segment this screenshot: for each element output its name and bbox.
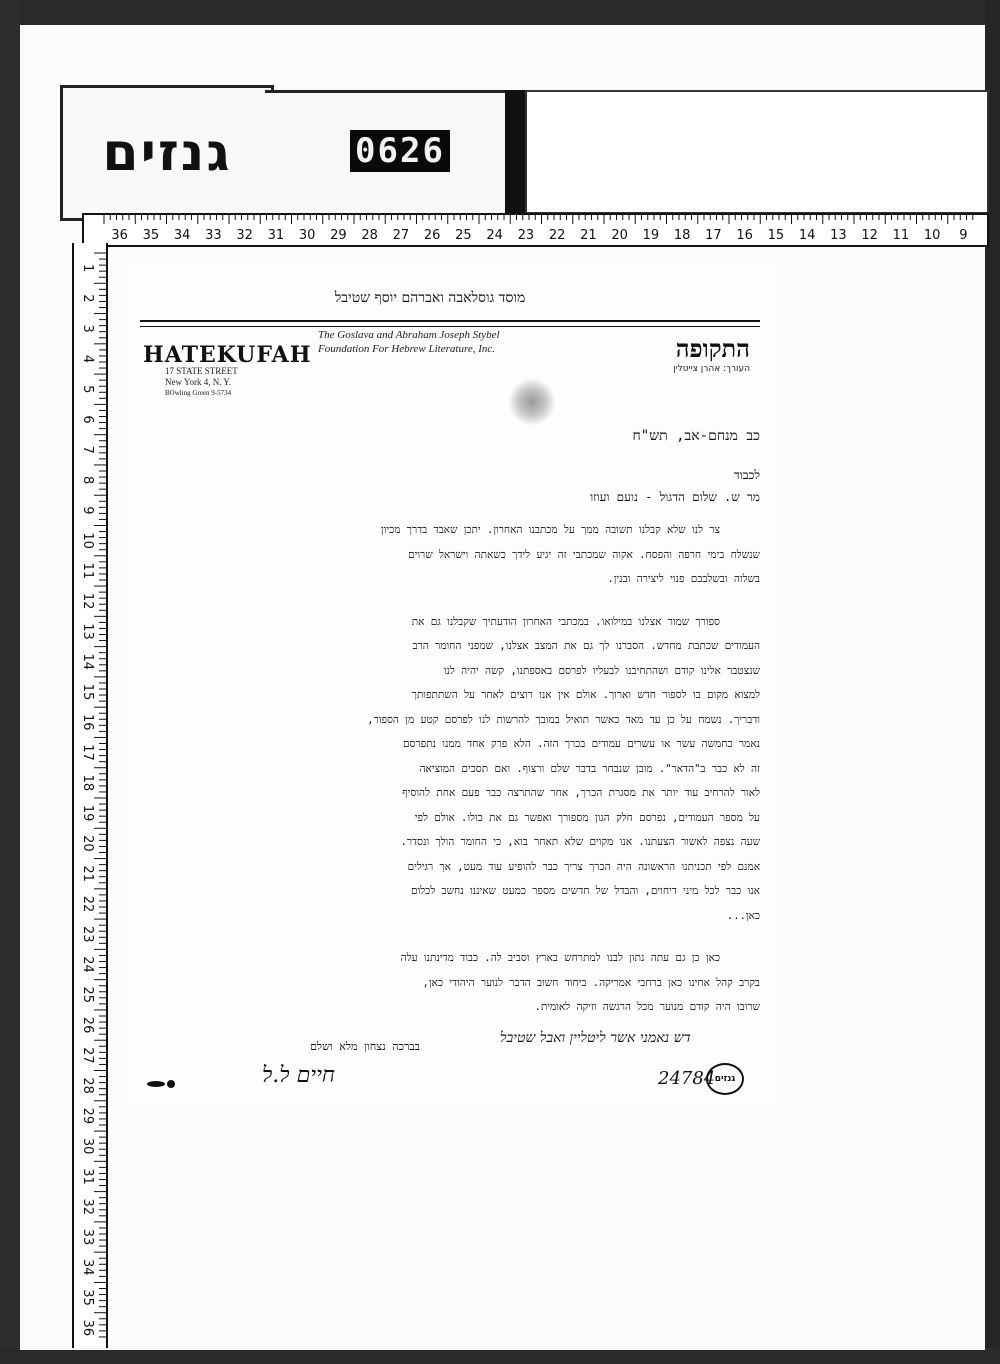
ruler-number: 29 — [80, 1107, 95, 1125]
archive-number: 24784 — [658, 1068, 716, 1089]
body-line: העמודים שכתבת מחדש. הסברנו לך גם את המצב אצלנו, שמפני החומר הרב — [412, 640, 760, 652]
ruler-number: 10 — [923, 228, 941, 243]
ruler-number: 16 — [736, 228, 753, 243]
letter-date: כב מנחם-אב, תש"ח — [632, 428, 760, 444]
ruler-number: 28 — [80, 1077, 95, 1094]
body-line: למצוא מקום בו לספור חדש וארוך. אולם אין אנו רוצים לאחר על השתתפותך — [411, 689, 760, 701]
ruler-number: 21 — [580, 228, 597, 243]
salutation-2: מר ש. שלום הדגול - נועם ועוזו — [590, 490, 760, 504]
ruler-number: 7 — [80, 445, 95, 454]
ruler-number: 34 — [173, 228, 191, 243]
body-line: צר לנו שלא קבלנו תשובה ממך על מכתבנו האחרון. יתכן שאבד בדרך מכיון — [381, 524, 720, 536]
ruler-number: 15 — [767, 228, 785, 243]
address-line-3: BOwling Green 9-5734 — [165, 389, 232, 397]
letter-closing: בברכה נצחון מלא ושלם — [310, 1040, 420, 1053]
salutation-1: לכבוד — [733, 468, 760, 482]
ruler-number: 12 — [861, 228, 878, 243]
scan-border-left — [0, 0, 20, 1364]
address-line-2: New York 4, N. Y. — [165, 377, 232, 387]
ruler-number: 36 — [80, 1319, 95, 1337]
body-line: אנו כבר לכל מיני דיחוים, והבדל של חדשים מספר כמעט שאיננו נחשב לכלום — [411, 885, 760, 897]
ruler-number: 14 — [798, 228, 816, 243]
ruler-number: 10 — [80, 532, 95, 549]
ruler-number: 25 — [80, 986, 95, 1004]
ruler-number: 24 — [486, 228, 503, 243]
ruler-number: 26 — [80, 1016, 95, 1034]
body-line: אמנם לפי תכניתנו הראשונה היה הכרך צריך כבר להופיע עוד מעט, אך רגילים — [407, 860, 760, 873]
ruler-number: 6 — [80, 415, 95, 424]
ruler-number: 16 — [80, 714, 95, 731]
ruler-number: 26 — [423, 228, 441, 243]
card-divider — [505, 90, 525, 215]
body-line: בקרב קהל אחינו כאן ברחבי אמריקה. ביחוד חשוב הדבר לנוער היהודי כאן, — [422, 976, 760, 989]
ruler-number: 23 — [517, 228, 535, 243]
ruler-horizontal — [82, 213, 989, 247]
ruler-number: 9 — [80, 506, 95, 515]
ruler-number: 8 — [80, 475, 95, 485]
ruler-number: 17 — [705, 228, 722, 243]
ruler-number: 22 — [80, 895, 95, 913]
ruler-number: 5 — [80, 385, 95, 394]
ruler-number: 33 — [80, 1228, 95, 1246]
address-block — [165, 366, 238, 399]
ruler-number: 2 — [80, 294, 95, 303]
ruler-horizontal-scale — [84, 215, 987, 245]
pen-mark-icon — [146, 1078, 176, 1090]
ruler-number: 35 — [142, 228, 160, 243]
ruler-vertical-scale — [74, 243, 106, 1348]
ruler-number: 4 — [80, 354, 95, 364]
body-line: לאור להרחיב עוד יותר את מסגרת הכרך, אחר שהתרצה כבר פעם אחת להוסיף — [402, 787, 760, 799]
ruler-number: 35 — [80, 1289, 95, 1306]
ruler-number: 15 — [80, 683, 95, 701]
foundation-hebrew: מוסד גוסלאבה ואברהם יוסף שטיבל — [334, 290, 526, 306]
scan-border-top — [0, 0, 1000, 25]
body-line: על מספר העמודים, נפרסם חלק הגון מספורך ואפשר גם את כולו. אולם לפי — [414, 811, 760, 824]
ruler-number: 31 — [267, 228, 285, 243]
archive-label: גנזים — [102, 123, 232, 183]
body-line: ספורך שמור אצלנו במילואו. במכתבי האחרון הודעתיך שקבלנו גם את — [411, 615, 720, 628]
ruler-number: 20 — [80, 835, 95, 852]
ruler-number: 21 — [80, 865, 95, 882]
body-line: בשלוה ובשלבבם פנוי ליצירה ובנין. — [607, 573, 760, 585]
signature: חיים ל.ל — [262, 1063, 335, 1088]
ruler-vertical — [72, 243, 108, 1348]
ruler-number: 27 — [80, 1047, 95, 1064]
body-line: שעה נצפה לאשור הצעתנו. אנו מקוים שלא תאחר בוא, כי החומר הולך ונסדר. — [400, 836, 760, 848]
ruler-number: 31 — [80, 1168, 95, 1185]
editor-line: העורך: אהרן צייטלין — [673, 364, 750, 374]
ruler-number: 34 — [80, 1259, 95, 1276]
foundation-english-line-2: Foundation For Hebrew Literature, Inc. — [318, 343, 495, 355]
brand-latin: HATEKUFAH — [143, 342, 312, 368]
ruler-number: 30 — [80, 1137, 95, 1155]
letter-body — [190, 518, 760, 1020]
foundation-english — [318, 328, 500, 356]
ruler-number: 13 — [80, 623, 95, 640]
ruler-number: 32 — [80, 1198, 95, 1216]
ruler-number: 19 — [80, 804, 95, 822]
body-line: זה לא כבר ב"הדאר". מובן שנבחר בדבר שלם ורצוף. ואם תסכים המוציאה — [419, 762, 760, 775]
brand-hebrew: התקופה — [675, 334, 750, 363]
body-line: כאן כן גם עתה נתון לבנו למתרחש בארץ וסביב לה. כבוד מדינתנו עלה — [400, 952, 720, 964]
foundation-english-line-1: The Goslava and Abraham Joseph Stybel — [318, 329, 500, 341]
ruler-number: 25 — [455, 228, 472, 243]
ruler-number: 13 — [830, 228, 847, 243]
address-line-1: 17 STATE STREET — [165, 366, 238, 376]
ruler-number: 1 — [80, 263, 95, 273]
ruler-number: 24 — [80, 956, 95, 973]
ruler-number: 32 — [236, 228, 253, 243]
ruler-number: 27 — [392, 228, 410, 243]
blank-card — [525, 90, 989, 214]
body-line: שנשלח בימי חרפה והפסח. אקוה שמכתבי זה יגיע לידך כשאתה וישראל שרוים — [408, 548, 760, 561]
body-line: ודבריך. נשמח על כן עד מאד כאשר תואיל במובך להרשות לנו לפרסם קטע מן הספור, — [367, 713, 760, 726]
ruler-number: 23 — [80, 925, 95, 943]
ruler-number: 28 — [361, 228, 378, 243]
scan-border-bottom — [0, 1348, 1000, 1364]
body-line: כאן... — [726, 909, 760, 922]
ruler-number: 11 — [80, 562, 95, 580]
ruler-number: 3 — [80, 324, 95, 333]
ruler-number: 18 — [673, 228, 691, 243]
ruler-number: 36 — [111, 228, 128, 243]
ruler-number: 22 — [548, 228, 566, 243]
ruler-number: 18 — [80, 774, 95, 792]
body-line: שנצטבר אלינו קודם ושהתחיבנו לבעליו לפרסם באספתנו, קשה יהיה לנו — [443, 664, 760, 677]
ruler-number: 17 — [79, 744, 95, 761]
ruler-number: 12 — [80, 592, 95, 610]
ruler-number: 14 — [80, 653, 95, 671]
archive-label-card — [60, 85, 274, 221]
ink-smudge — [508, 378, 556, 426]
body-line: נאמר כחמשה עשר או עשרים עמודים בכרך הזה. הלא פרק אחד ממנו נתפרסם — [402, 738, 760, 750]
ruler-number: 9 — [959, 228, 968, 243]
handwritten-note: דש נאמני אשר ליטליין ואבל שטיבל — [500, 1030, 691, 1046]
ruler-number: 19 — [642, 228, 660, 243]
item-number: 0626 — [350, 130, 450, 172]
letterhead-rule — [140, 320, 760, 327]
ruler-number: 11 — [892, 228, 910, 243]
ruler-number: 33 — [205, 228, 222, 243]
archive-stamp: גנזים — [706, 1063, 744, 1095]
body-line: שרובו היה קודם מנוער מכל הרגשה וזיקה לאומית. — [534, 1001, 760, 1013]
ruler-number: 29 — [330, 228, 347, 243]
ruler-number: 20 — [611, 228, 628, 243]
ruler-number: 30 — [298, 228, 316, 243]
